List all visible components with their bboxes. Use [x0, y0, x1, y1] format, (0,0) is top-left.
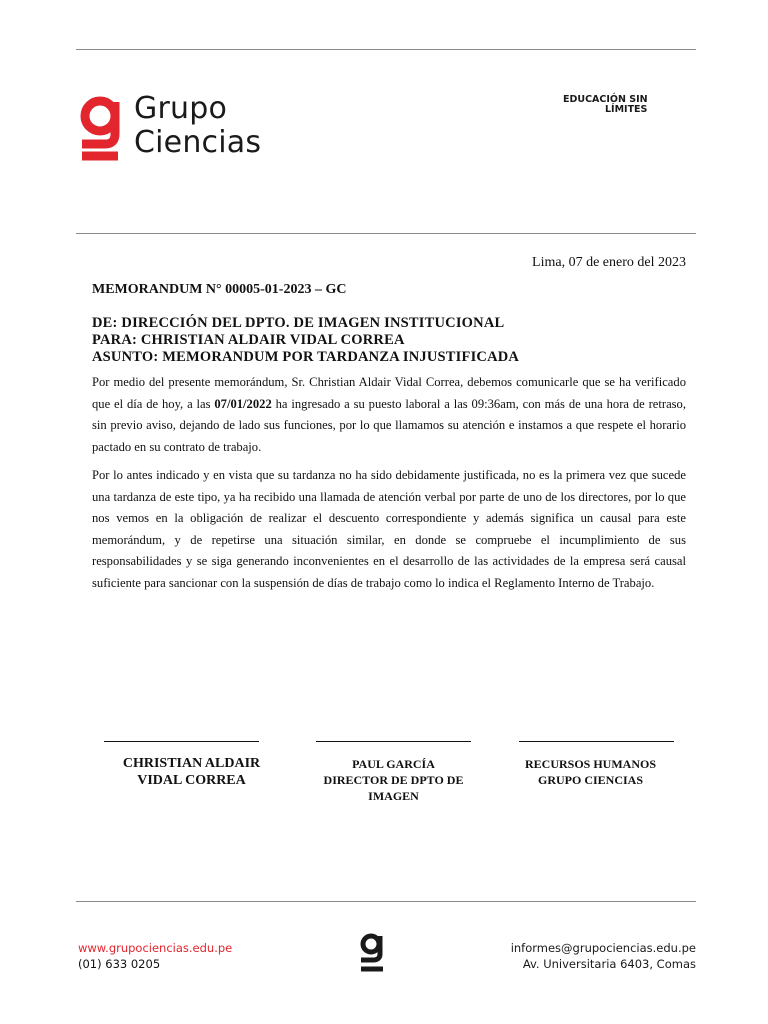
footer-address: Av. Universitaria 6403, Comas: [522, 957, 696, 971]
brand-name-line2: Ciencias: [134, 125, 262, 160]
signature-hr-line1: RECURSOS HUMANOS: [524, 757, 656, 771]
signature-employee-line1: CHRISTIAN ALDAIR: [122, 756, 261, 771]
signature-director-line3: IMAGEN: [368, 789, 419, 803]
memo-paragraph-2: Por lo antes indicado y en vista que su tardanza no ha sido debidamente justificada, no es la primera vez que sucede una tardanza de este tipo, ya ha recibido una llamada de atención verbal por parte de uno de los directores, por lo que nos vemos en la obligación de realizar el descuento correspondiente y además significa un causal para este memorándum, y de repetirse una situación similar, en donde se compruebe el incumplimiento de sus responsabilidades y se siga generando inconvenientes en el desarrollo de las actividades de la empresa será causal suficiente para sancionar con la suspensión de días de trabajo como lo indica el Reglamento Interno de Trabajo.: [92, 468, 686, 590]
signature-director-line1: PAUL GARCÍA: [352, 757, 435, 771]
memo-from: DE: DIRECCIÓN DEL DPTO. DE IMAGEN INSTITUCIONAL: [92, 315, 505, 331]
footer-website-link[interactable]: www.grupociencias.edu.pe: [78, 941, 233, 955]
memo-date: Lima, 07 de enero del 2023: [532, 255, 686, 270]
footer-phone: (01) 633 0205: [78, 957, 161, 971]
footer-divider: [76, 901, 696, 902]
g-logo-icon: [76, 94, 124, 166]
brand-tagline: [563, 95, 648, 115]
tagline-line1: EDUCACIÓN SIN: [563, 94, 648, 105]
signature-employee-line2: VIDAL CORREA: [137, 773, 246, 788]
signature-director-line2: DIRECTOR DE DPTO DE: [323, 773, 464, 787]
header-divider: [76, 233, 696, 234]
signature-line-3: [519, 741, 674, 742]
memo-paragraph-1: [92, 372, 686, 458]
memo-number: MEMORANDUM N° 00005-01-2023 – GC: [92, 282, 347, 297]
footer-contact-left: [78, 940, 232, 972]
memo-to: PARA: CHRISTIAN ALDAIR VIDAL CORREA: [92, 332, 405, 348]
paragraph-1-text-b: ha ingresado a su puesto laboral a las 09:36am, con más de una hora de retraso, sin previo aviso, dejando de lado sus funciones, por lo que llamamos su atención e instamos a que respete el horario pactado en su contrato de trabajo.: [92, 396, 687, 454]
memo-header: [92, 315, 519, 366]
signature-director: [306, 756, 481, 804]
brand-name-line1: Grupo: [134, 91, 227, 126]
footer-g-logo-icon: [356, 932, 388, 974]
top-divider: [76, 49, 696, 50]
tagline-line2: LÍMITES: [605, 104, 648, 115]
signature-hr-line2: GRUPO CIENCIAS: [537, 773, 643, 787]
signature-line-2: [316, 741, 471, 742]
paragraph-1-text-a: Por medio del presente memorándum, Sr. Christian Aldair Vidal Correa, debemos comunicarle que se ha verificado que el día de hoy, a las: [92, 375, 686, 411]
signature-line-1: [104, 741, 259, 742]
brand-name: [134, 92, 261, 160]
memo-subject: ASUNTO: MEMORANDUM POR TARDANZA INJUSTIFICADA: [92, 349, 520, 365]
incident-date: 07/01/2022: [214, 396, 272, 411]
signature-employee: [104, 755, 279, 789]
brand-logo: [76, 92, 306, 172]
footer-contact-right: [511, 940, 696, 972]
signature-hr: [503, 756, 678, 788]
footer-email-link[interactable]: informes@grupociencias.edu.pe: [510, 941, 696, 955]
